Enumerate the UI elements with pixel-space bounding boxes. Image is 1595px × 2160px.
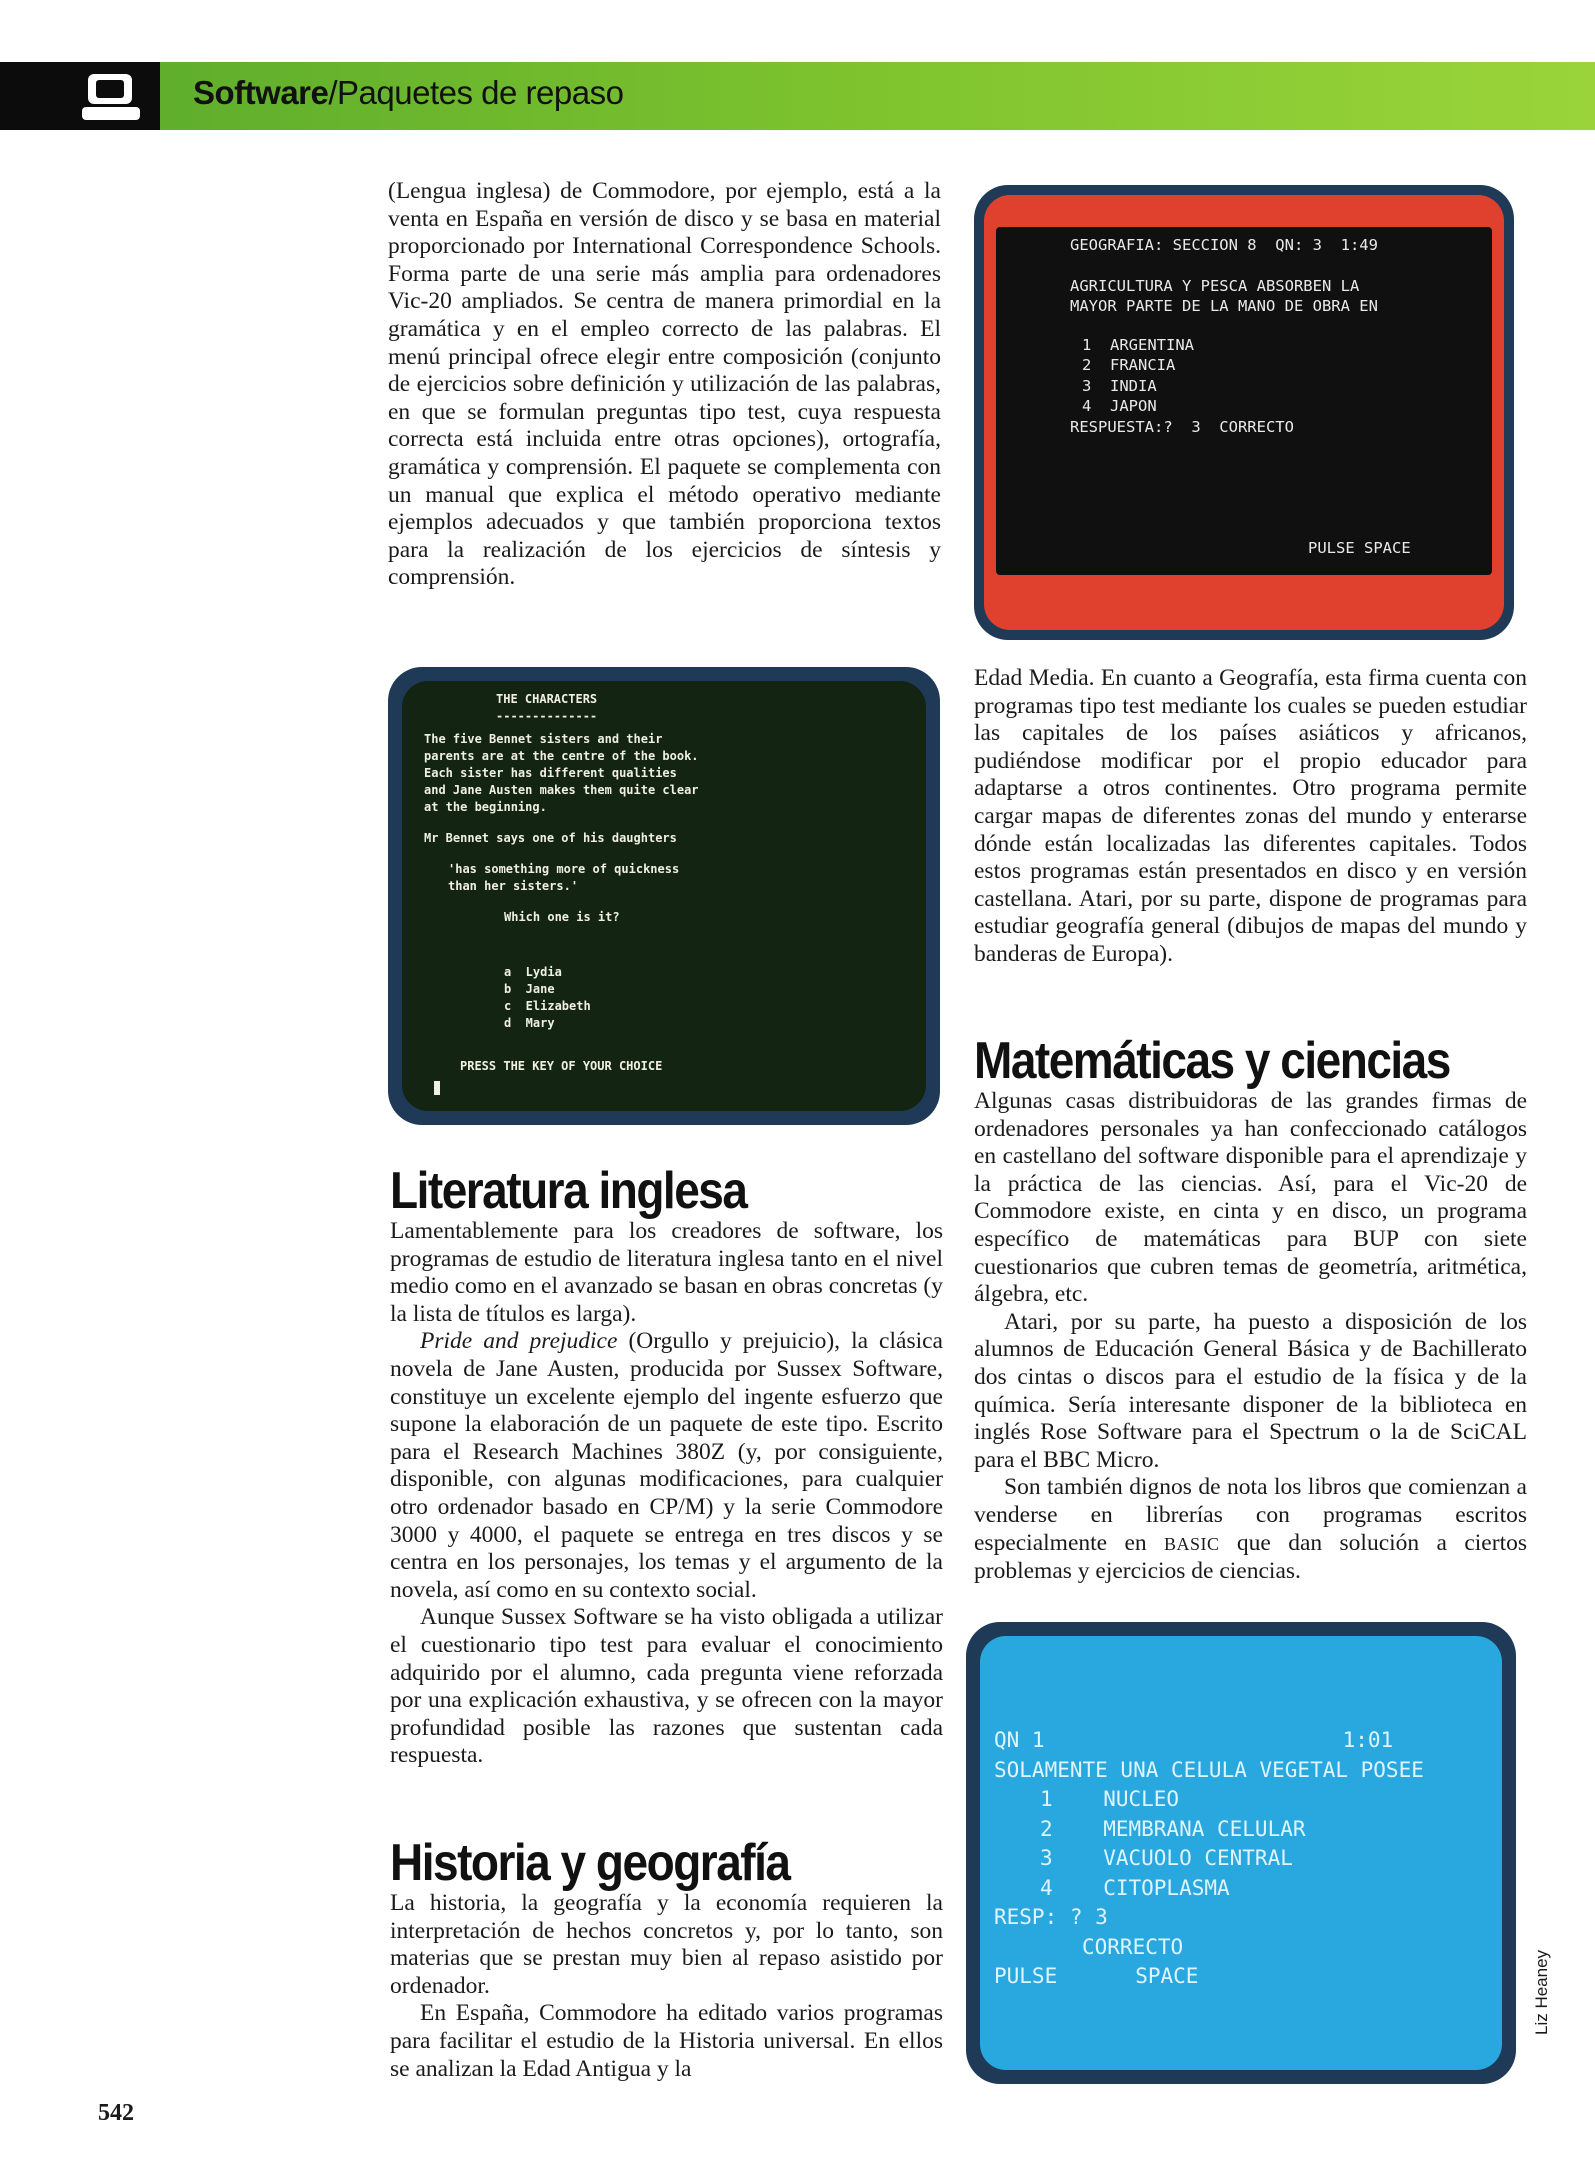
bio-option-3: 3 VACUOLO CENTRAL — [1040, 1846, 1293, 1870]
bio-option-4: 4 CITOPLASMA — [1040, 1875, 1230, 1900]
geo-option-3: 3 INDIA — [1082, 376, 1157, 395]
char-para-2: parents are at the centre of the book. — [424, 749, 699, 763]
geography-screen — [996, 227, 1492, 575]
char-option-b: b Jane — [504, 982, 555, 996]
geo-answer: RESPUESTA:? 3 CORRECTO — [1070, 417, 1294, 436]
computer-icon — [82, 72, 140, 122]
literatura-p1: Lamentablemente para los creadores de software, los programas de estudio de literatura inglesa tanto en el nivel medio como en el avanzado se basan en obras concretas (y la lista de títulos es larga). — [390, 1218, 943, 1327]
historia-continuation-column — [974, 665, 1527, 969]
intro-paragraph: (Lengua inglesa) de Commodore, por ejemplo, está a la venta en España en versión de disco y se basa en material proporcionado por International Correspondence Schools. Forma parte de una serie más amplia para ordenadores Vic-20 ampliados. Se centra de manera primordial en la gramática y en el empleo correcto de las palabras. El menú principal ofrece elegir entre composición (conjunto de ejercicios sobre definición y utilización de las palabras, en que se formulan preguntas tipo test, cuya respuesta correcta está incluida entre otras opciones), ortografía, gramática y comprensión. El paquete se complementa con un manual que explica el método operativo mediante ejemplos adecuados y que también proporciona textos para la realización de los ejercicios de síntesis y comprensión. — [388, 178, 941, 591]
bio-prompt-1: PULSE — [994, 1964, 1058, 1988]
char-option-d: d Mary — [504, 1016, 555, 1030]
biology-text — [994, 1726, 1424, 1992]
char-para-3: Each sister has different qualities — [424, 766, 677, 780]
monitor-biology — [966, 1622, 1516, 2084]
geo-question-1: AGRICULTURA Y PESCA ABSORBEN LA — [1070, 276, 1360, 295]
geography-text — [1070, 235, 1378, 437]
char-quote-2: than her sisters.' — [448, 879, 579, 893]
bio-option-1: 1 NUCLEO — [1040, 1787, 1180, 1811]
historia-p1: La historia, la geografía y la economía requieren la interpretación de hechos concretos y, por lo tanto, son materias que se prestan muy bien al repaso asistido por ordenador. — [390, 1890, 943, 1999]
char-para-4: and Jane Austen makes them quite clear — [424, 783, 699, 797]
historia-continuation: Edad Media. En cuanto a Geografía, esta firma cuenta con programas tipo test mediante los cuales se pueden estudiar las capitales de los países asiáticos y africanos, pudiéndose modificar por el propio educador para adaptarse a otros continentes. Otro programa permite cargar mapas de diferentes zonas del mundo y enterarse dónde están localizadas las diferentes capitales. Todos estos programas están presentados en disco y en versión castellana. Atari, por su parte, dispone de programas para estudiar geografía general (dibujos de mapas del mundo y banderas de Europa). — [974, 665, 1527, 967]
matematicas-p3-basic: BASIC — [1164, 1533, 1220, 1554]
char-underline: -------------- — [496, 709, 598, 723]
bio-question: SOLAMENTE UNA CELULA VEGETAL POSEE — [994, 1757, 1424, 1782]
historia-p2: En España, Commodore ha editado varios programas para facilitar el estudio de la Historia universal. En ellos se analizan la Edad Antigua y la — [390, 2000, 943, 2082]
section-title — [193, 74, 623, 112]
section-title-bold: Software — [193, 74, 329, 111]
characters-screen — [402, 681, 926, 1111]
cursor-block — [434, 1081, 440, 1095]
matematicas-p3 — [974, 1474, 1527, 1585]
page-number: 542 — [98, 2100, 134, 2126]
bio-result: CORRECTO — [1082, 1934, 1184, 1959]
photo-credit: Liz Heaney — [1532, 1949, 1551, 2035]
bio-option-2: 2 MEMBRANA CELULAR — [1040, 1816, 1306, 1841]
char-option-a: a Lydia — [504, 965, 562, 979]
bio-qn: QN 1 — [994, 1728, 1045, 1752]
char-para-5: at the beginning. — [424, 800, 547, 814]
geo-prompt: PULSE SPACE — [1308, 539, 1411, 557]
bio-answer: RESP: ? 3 — [994, 1905, 1108, 1929]
bio-prompt-2: SPACE — [1135, 1964, 1199, 1988]
literatura-column — [390, 1218, 943, 1770]
monitor-characters — [388, 667, 940, 1125]
char-prompt: PRESS THE KEY OF YOUR CHOICE — [460, 1059, 663, 1073]
geo-option-2: 2 FRANCIA — [1082, 356, 1176, 374]
heading-literatura: Literatura inglesa — [390, 1161, 747, 1220]
char-quote-intro: Mr Bennet says one of his daughters — [424, 831, 677, 845]
literatura-p3: Aunque Sussex Software se ha visto obligada a utilizar el cuestionario tipo test para evaluar el conocimiento adquirido por el alumno, cada pregunta viene reforzada por una explicación exhaustiva, y se ofrecen con la mayor profundidad posible las razones que sustentan cada respuesta. — [390, 1604, 943, 1769]
section-title-rest: /Paquetes de repaso — [328, 74, 624, 111]
char-option-c: c Elizabeth — [504, 999, 591, 1013]
matematicas-p2: Atari, por su parte, ha puesto a disposición de los alumnos de Educación General Básica y de Bachillerato dos cintas o discos para el estudio de la física y de la química. Sería interesante disponer de la biblioteca en inglés Rose Software para el Spectrum o la de SciCAL para el BBC Micro. — [974, 1308, 1527, 1473]
heading-matematicas: Matemáticas y ciencias — [974, 1031, 1450, 1090]
char-para-1: The five Bennet sisters and their — [424, 732, 663, 746]
geo-question-2: MAYOR PARTE DE LA MANO DE OBRA EN — [1070, 297, 1378, 315]
section-header-band — [0, 62, 1595, 130]
geo-option-4: 4 JAPON — [1082, 397, 1157, 415]
characters-text — [424, 691, 699, 1075]
intro-column — [388, 178, 941, 592]
geo-title: GEOGRAFIA: SECCION 8 QN: 3 1:49 — [1070, 236, 1378, 254]
geo-option-1: 1 ARGENTINA — [1082, 335, 1194, 354]
matematicas-p1: Algunas casas distribuidoras de las grandes firmas de ordenadores personales ya han confeccionado catálogos en castellano del software disponible para el aprendizaje y la práctica de las ciencias. Así, para el Vic-20 de Commodore existe, en cinta y en disco, un programa específico de matemáticas para BUP con siete cuestionarios que cubren temas de geometría, aritmética, álgebra, etc. — [974, 1088, 1527, 1308]
bio-time: 1:01 — [1342, 1728, 1394, 1752]
historia-column — [390, 1890, 943, 2083]
literatura-p2-rest: (Orgullo y prejuicio), la clásica novela de Jane Austen, producida por Sussex Software, constituye un excelente ejemplo del ingente esfuerzo que supone la elaboración de un paquete de este tipo. Escrito para el Research Machines 380Z (y, por consiguiente, disponible, con algunas modificaciones, para cualquier otro ordenador basado en CP/M) y la serie Commodore 3000 y 4000, el paquete se entrega en tres discos y se centra en los personajes, los temas y el argumento de la novela, así como en su contexto social. — [390, 1328, 943, 1603]
monitor-geography — [974, 185, 1514, 640]
literatura-p2-title: Pride and prejudice — [420, 1328, 618, 1355]
matematicas-column — [974, 1088, 1527, 1586]
biology-screen — [980, 1636, 1502, 2070]
char-title: THE CHARACTERS — [496, 692, 598, 706]
char-question: Which one is it? — [504, 910, 620, 924]
char-quote-1: 'has something more of quickness — [448, 862, 680, 876]
matematicas-p3-a: Son también dignos de nota los libros que comienzan a venderse en librerías con programas escritos especialmente en — [974, 1474, 1527, 1556]
heading-historia: Historia y geografía — [390, 1833, 790, 1892]
matematicas-p3-b: que dan solución a ciertos problemas y ejercicios de ciencias. — [974, 1529, 1527, 1585]
header-icon-box — [0, 62, 160, 130]
literatura-p2 — [390, 1328, 943, 1604]
